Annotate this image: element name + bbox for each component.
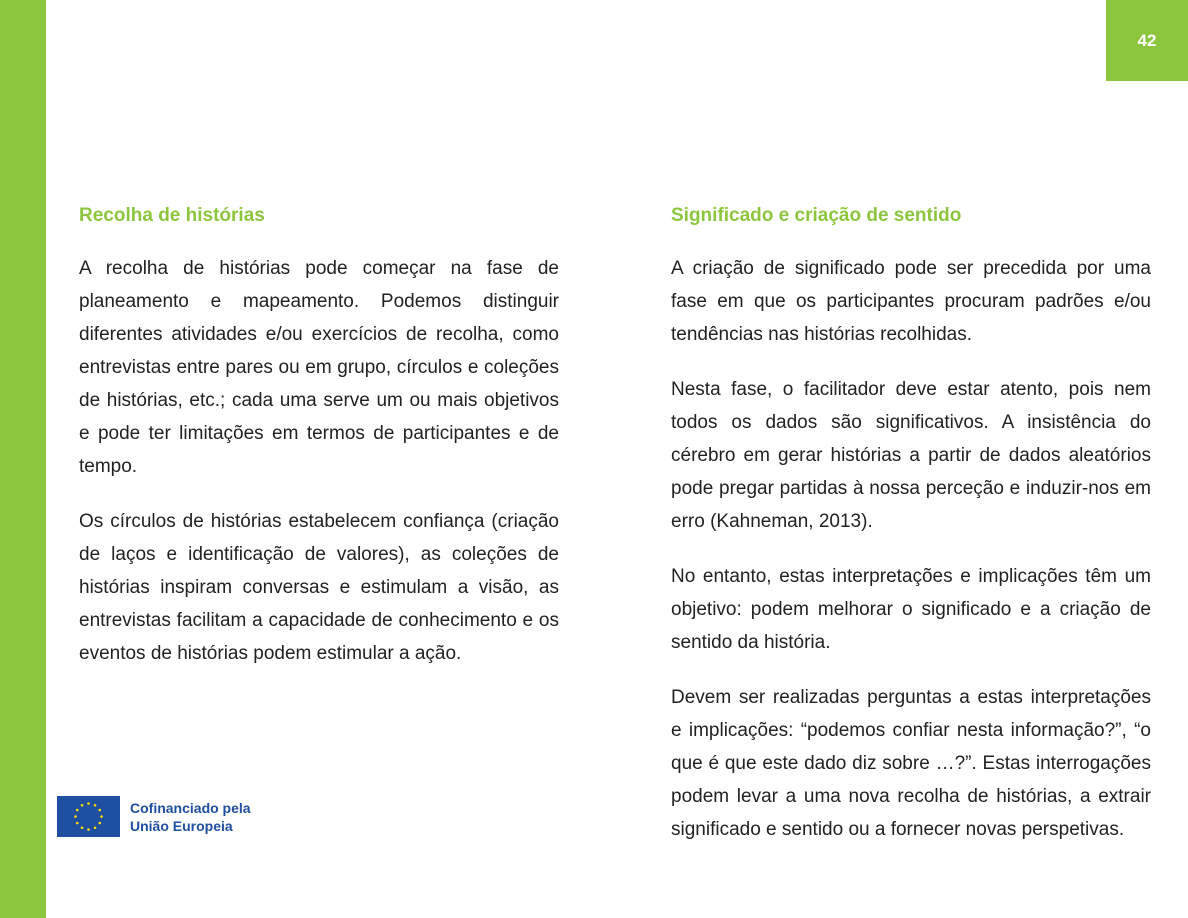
section-heading-recolha: Recolha de histórias [79, 205, 265, 226]
eu-star-icon [87, 828, 90, 831]
eu-star-icon [98, 822, 101, 825]
eu-logo-line-2: União Europeia [130, 817, 233, 834]
left-column [79, 202, 559, 692]
paragraph: A criação de significado pode ser precedida por uma fase em que os participantes procuram padrões e/ou tendências nas histórias recolhidas. [671, 258, 1151, 345]
eu-star-icon [81, 804, 84, 807]
eu-logo-line-1: Cofinanciado pela [130, 799, 251, 816]
page-number-tab [1106, 0, 1188, 81]
eu-star-icon [81, 826, 84, 829]
eu-star-icon [76, 822, 79, 825]
eu-star-icon [94, 804, 97, 807]
eu-flag-icon [57, 796, 120, 837]
eu-star-icon [100, 815, 103, 818]
paragraph: Os círculos de histórias estabelecem confiança (criação de laços e identificação de valores), as coleções de histórias inspiram conversas e estimulam a visão, as entrevistas facilitam a capacidade de conhecimento e os eventos de histórias podem estimular a ação. [79, 511, 559, 664]
side-accent-bar [0, 0, 46, 918]
eu-star-icon [76, 809, 79, 812]
paragraph: A recolha de histórias pode começar na fase de planeamento e mapeamento. Podemos distinguir diferentes atividades e/ou exercícios de recolha, como entrevistas entre pares ou em grupo, círculos e coleções de histórias, etc.; cada uma serve um ou mais objetivos e pode ter limitações em termos de participantes e de tempo. [79, 258, 559, 477]
eu-star-icon [94, 826, 97, 829]
page-number: 42 [1137, 30, 1157, 50]
paragraph: Devem ser realizadas perguntas a estas interpretações e implicações: “podemos confiar nesta informação?”, “o que é que este dado diz sobre …?”. Estas interrogações podem levar a uma nova recolha de histórias, a extrair significado e sentido ou a fornecer novas perspetivas. [671, 687, 1151, 840]
paragraph: No entanto, estas interpretações e implicações têm um objetivo: podem melhorar o significado e a criação de sentido da história. [671, 566, 1151, 653]
paragraph: Nesta fase, o facilitador deve estar atento, pois nem todos os dados são significativos. A insistência do cérebro em gerar histórias a partir de dados aleatórios pode pregar partidas à nossa perceção e induzir-nos em erro (Kahneman, 2013). [671, 379, 1151, 532]
eu-cofunding-logo [57, 796, 251, 837]
eu-star-icon [87, 802, 90, 805]
eu-star-icon [74, 815, 77, 818]
eu-star-icon [98, 809, 101, 812]
right-column [671, 202, 1151, 868]
section-heading-significado: Significado e criação de sentido [671, 205, 962, 226]
eu-logo-text [130, 799, 251, 835]
